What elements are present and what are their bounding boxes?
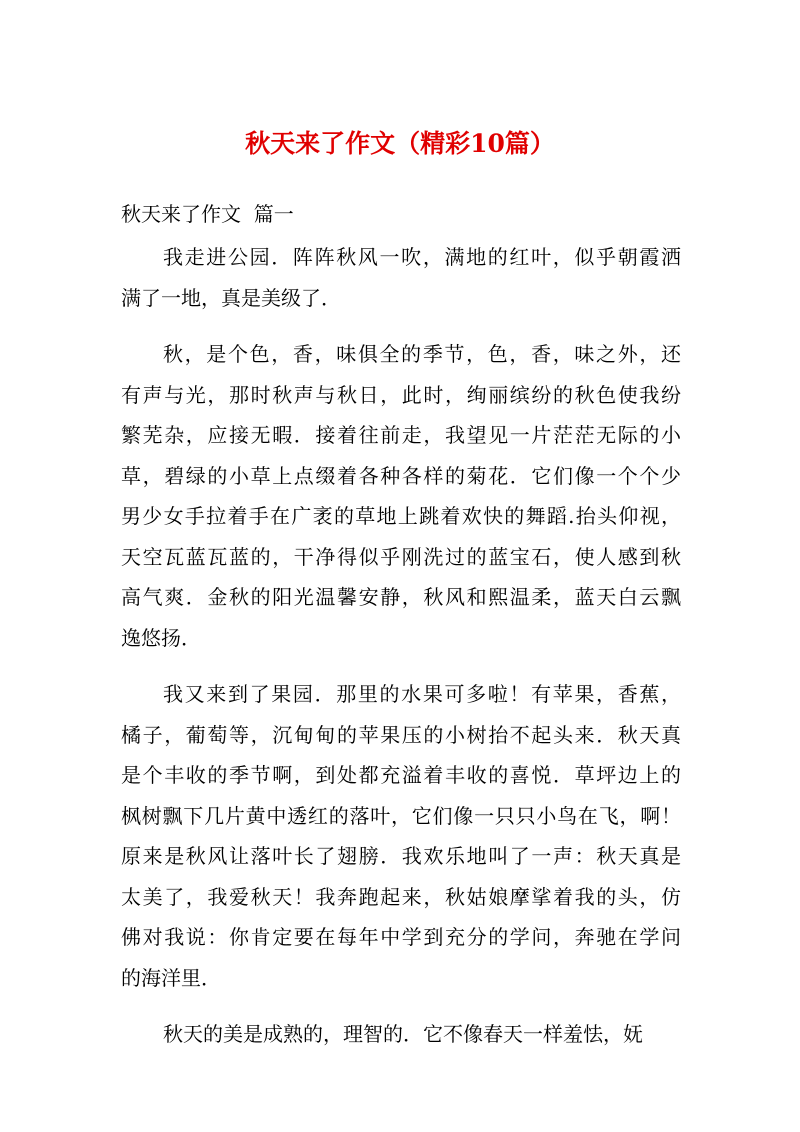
paragraph-line: 草，碧绿的小草上点缀着各种各样的菊花．它们像一个个少 [121, 463, 681, 488]
paragraph-line: 逸悠扬． [121, 625, 201, 650]
paragraph-line: 我走进公园．阵阵秋风一吹，满地的红叶，似乎朝霞洒 [163, 245, 681, 269]
paragraph [121, 1014, 681, 1055]
paragraph-line: 佛对我说：你肯定要在每年中学到充分的学问，奔驰在学问 [121, 925, 681, 949]
paragraph-line: 高气爽．金秋的阳光温馨安静，秋风和熙温柔，蓝天白云飘 [121, 585, 681, 609]
paragraph-line: 太美了，我爱秋天！我奔跑起来，秋姑娘摩挲着我的头，仿 [121, 884, 681, 909]
paragraph [121, 674, 681, 998]
section-heading: 秋天来了作文 篇一 [121, 202, 294, 226]
paragraph-line: 天空瓦蓝瓦蓝的，干净得似乎刚洗过的蓝宝石，使人感到秋 [121, 544, 681, 569]
paragraph-line: 秋，是个色，香，味俱全的季节，色，香，味之外，还 [163, 342, 681, 366]
paragraph-line: 有声与光，那时秋声与秋日，此时，绚丽缤纷的秋色使我纷 [121, 382, 681, 407]
document-title: 秋天来了作文（精彩10篇） [245, 129, 555, 158]
paragraph-line: 男少女手拉着手在广袤的草地上跳着欢快的舞蹈.抬头仰视， [121, 504, 681, 528]
paragraph-line: 满了一地，真是美级了． [121, 285, 341, 310]
paragraph-line: 枫树飘下几片黄中透红的落叶，它们像一只只小鸟在飞，啊！ [121, 803, 681, 828]
paragraph-line: 的海洋里． [121, 965, 221, 990]
paragraph-line: 橘子，葡萄等，沉甸甸的苹果压的小树抬不起头来．秋天真 [121, 722, 681, 747]
paragraph-line: 秋天的美是成熟的，理智的．它不像春天一样羞怯，妩 [163, 1022, 643, 1046]
document-body [121, 237, 681, 1071]
paragraph-line: 是个丰收的季节啊，到处都充溢着丰收的喜悦．草坪边上的 [121, 763, 681, 787]
paragraph [121, 237, 681, 318]
paragraph-line: 繁芜杂，应接无暇．接着往前走，我望见一片茫茫无际的小 [121, 423, 681, 447]
paragraph-line: 我又来到了果园．那里的水果可多啦！有苹果，香蕉， [163, 682, 681, 706]
paragraph-line: 原来是秋风让落叶长了翅膀．我欢乐地叫了一声：秋天真是 [121, 844, 681, 868]
paragraph [121, 334, 681, 658]
